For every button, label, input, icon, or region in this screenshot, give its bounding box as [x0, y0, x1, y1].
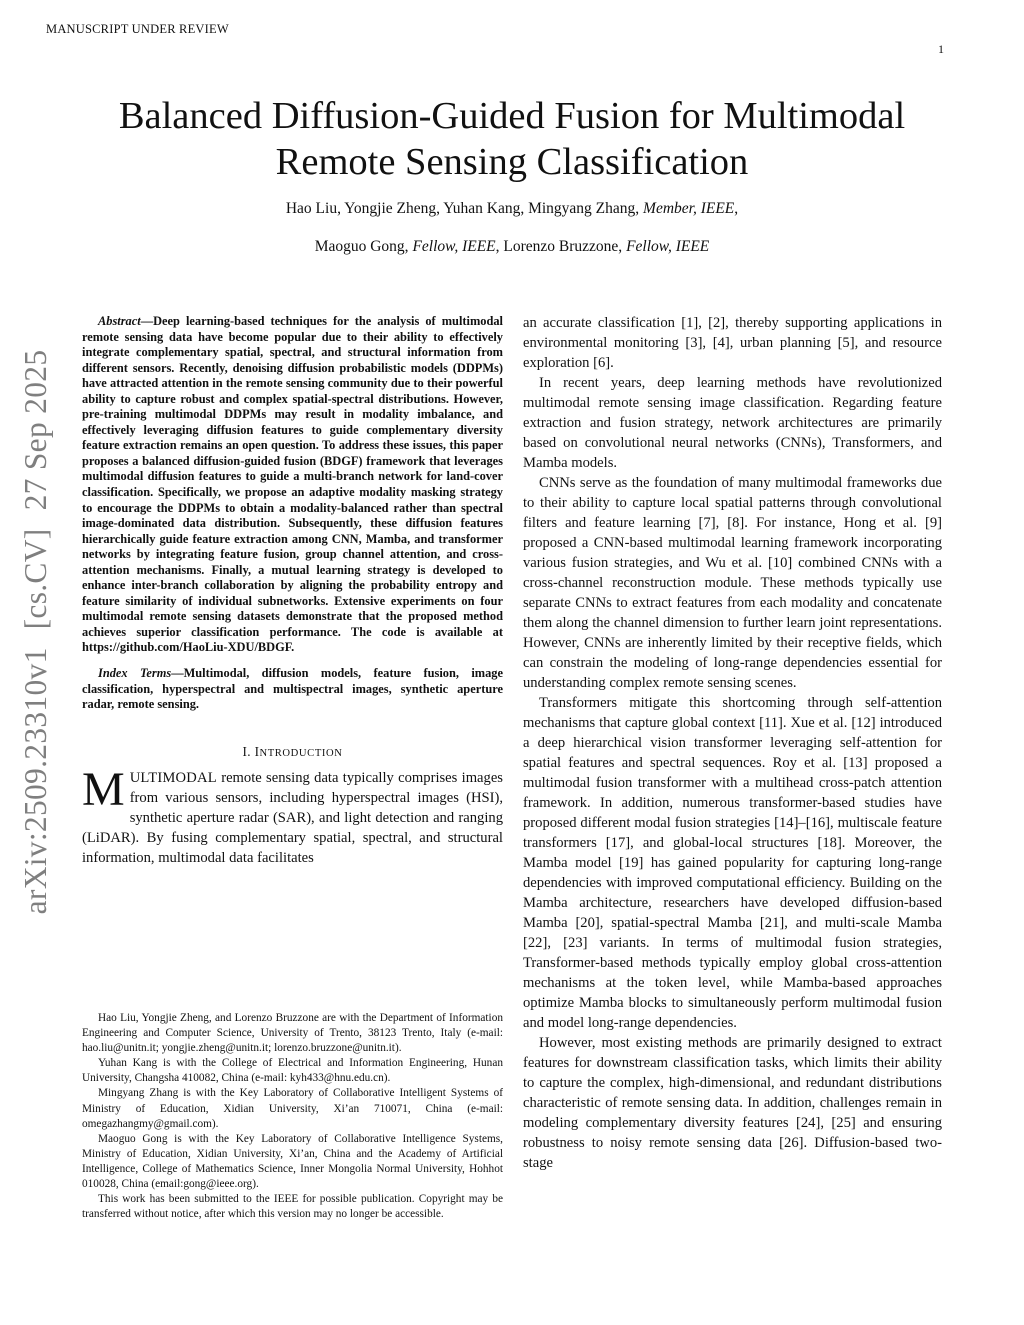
- footnote-affiliation-xidian: Mingyang Zhang is with the Key Laboratory of Collaborative Intelligent Systems of Ministry of Education, Xidian University, Xi’an 710071, China (e-mail: omegazhangmy@gmail.com).: [82, 1087, 503, 1130]
- author-line-1: [0, 200, 1024, 218]
- author-affil-gong: Fellow, IEEE: [412, 238, 496, 255]
- footnotes: [82, 1011, 503, 1222]
- author-line-2: [0, 238, 1024, 256]
- author-affil-1: Member, IEEE: [643, 200, 735, 217]
- right-column: [523, 313, 942, 1173]
- author-affil-bruzzone: Fellow, IEEE: [626, 238, 710, 255]
- arxiv-id: arXiv:2509.23310v1: [18, 647, 53, 915]
- author-name-gong: Maoguo Gong,: [314, 238, 409, 255]
- author-tail-1: ,: [734, 200, 739, 217]
- intro-lead-caps: ULTIMODAL: [129, 769, 217, 786]
- arxiv-date: 27 Sep 2025: [18, 349, 53, 511]
- section-numeral: I.: [242, 743, 255, 759]
- footnote-affiliation-trento: Hao Liu, Yongjie Zheng, and Lorenzo Bruzzone are with the Department of Information Engineering and Computer Science, University of Trento, 38123 Trento, Italy (e-mail: hao.liu@unitn.it; yongjie.zheng@unitn.it; lorenzo.bruzzone@unitn.it).: [82, 1012, 503, 1055]
- abstract-text: —Deep learning-based techniques for the analysis of multimodal remote sensing data have become popular due to their ability to effectively integrate complementary spatial, spectral, and structural information from different sensors. Recently, denoising diffusion probabilistic models (DDPMs) have attracted attention in the remote sensing community due to their powerful ability to capture robust and complex spatial-spectral distributions. However, pre-training multimodal DDPMs may result in modality imbalance, and effectively leveraging diffusion features to guide complementary diversity feature extraction remains an open question. To address these issues, this paper proposes a balanced diffusion-guided fusion (BDGF) framework that leverages multimodal diffusion features to guide a multi-branch network for land-cover classification. Specifically, we propose an adaptive modality masking strategy to encourage the DDPMs to obtain a modality-balanced rather than spectral image-dominated data distribution. Subsequently, these diffusion features hierarchically guide feature extraction among CNN, Mamba, and transformer networks by integrating feature fusion, group channel attention, and cross-attention mechanisms. Finally, a mutual learning strategy is developed to enhance inter-branch collaboration by aligning the probability entropy and feature similarity of individual subnetworks. Extensive experiments on four multimodal remote sensing datasets demonstrate that the proposed method achieves superior classification performance. The code is available at https://github.com/HaoLiu-XDU/BDGF.: [82, 314, 503, 655]
- body-paragraph-4: Transformers mitigate this shortcoming through self-attention mechanisms that capture global context [11]. Xue et al. [12] introduced a deep hierarchical vision transformer leveraging self-attention for spatial features and spectral sequences. Roy et al. [13] proposed a multimodal fusion transformer with a multihead cross-patch attention framework. In addition, numerous transformer-based studies have proposed different modal fusion strategies [14]–[16], multiscale feature transformers [17], and global-local structures [18]. Moreover, the Mamba model [19] has gained popularity for capturing long-range dependencies with improved computational efficiency. Building on the Mamba architecture, researchers have developed diffusion-based Mamba [20], spatial-spectral Mamba [21], and multi-scale Mamba [22], [23] variants. In terms of multimodal fusion strategies, Transformer-based methods typically employ global cross-attention mechanisms at the token level, while Mamba-based approaches optimize Mamba blocks to simultaneously perform multimodal fusion and model long-range dependencies.: [523, 695, 942, 1031]
- left-column: [82, 314, 503, 868]
- title-line-2: Remote Sensing Classification: [275, 141, 749, 183]
- author-names-1: Hao Liu, Yongjie Zheng, Yuhan Kang, Mingyang Zhang,: [285, 200, 640, 217]
- drop-cap: M: [82, 762, 125, 816]
- index-terms: [82, 666, 503, 713]
- author-name-bruzzone: , Lorenzo Bruzzone,: [495, 238, 623, 255]
- page-number: 1: [938, 42, 944, 56]
- body-paragraph-3: CNNs serve as the foundation of many multimodal frameworks due to their ability to capture local spatial patterns through convolutional filters and feature learning [7], [8]. For instance, Hong et al. [9] proposed a CNN-based multimodal learning framework incorporating various fusion strategies, and Wu et al. [10] combined CNNs with a cross-channel reconstruction module. These methods typically use separate CNNs to extract features from each modality and concatenate them along the channel dimension to further learn joint representations. However, CNNs are inherently limited by their receptive fields, which can constrain the modeling of long-range dependencies essential for understanding complex remote sensing scenes.: [523, 475, 942, 691]
- abstract-lead: Abstract: [98, 314, 141, 328]
- body-paragraph-2: In recent years, deep learning methods have revolutionized multimodal remote sensing image classification. Regarding feature extraction and fusion strategy, network architectures are primarily based on convolutional neural networks (CNNs), Transformers, and Mamba models.: [523, 375, 942, 471]
- abstract: [82, 314, 503, 656]
- body-paragraph-5: However, most existing methods are primarily designed to extract features for downstream classification tasks, which limits their ability to capture the complex, high-dimensional, and redundant distributions characteristic of remote sensing data. In addition, challenges remain in modeling complementary diversity features [24], [25] and ensuring robustness to noisy remote sensing data [26]. Diffusion-based two-stage: [523, 1035, 942, 1171]
- section-heading-introduction: [82, 744, 503, 760]
- title-line-1: Balanced Diffusion-Guided Fusion for Multimodal: [118, 95, 906, 137]
- paper-title: [0, 93, 1024, 185]
- section-title-rest: NTRODUCTION: [259, 747, 343, 759]
- footnote-affiliation-gong: Maoguo Gong is with the Key Laboratory of Collaborative Intelligence Systems, Ministry of Education, Xidian University, Xi’an, China and the Academy of Artificial Intelligence, College of Mathematics Science, Inner Mongolia Normal University, Hohhot 010028, China (email:gong@ieee.org).: [82, 1132, 503, 1191]
- section-title-initial: I: [254, 743, 260, 759]
- body-paragraph-1: an accurate classification [1], [2], thereby supporting applications in environmental monitoring [3], [4], urban planning [5], and resource exploration [6].: [523, 315, 942, 371]
- index-terms-lead: Index Terms: [98, 666, 172, 681]
- running-head: MANUSCRIPT UNDER REVIEW: [46, 22, 229, 36]
- index-terms-text: —Multimodal, diffusion models, feature fusion, image classification, hyperspectral and multispectral images, synthetic aperture radar, remote sensing.: [82, 666, 503, 712]
- arxiv-category: [cs.CV]: [18, 528, 53, 630]
- footnote-affiliation-hunan: Yuhan Kang is with the College of Electrical and Information Engineering, Hunan University, Changsha 410082, China (e-mail: kyh433@hnu.edu.cn).: [82, 1057, 503, 1085]
- footnote-submission-notice: This work has been submitted to the IEEE for possible publication. Copyright may be transferred without notice, after which this version may no longer be accessible.: [82, 1193, 503, 1221]
- arxiv-stamp: [18, 350, 54, 915]
- intro-paragraph-1-text: remote sensing data typically comprises images from various sensors, including hyperspectral images (HSI), synthetic aperture radar (SAR), and light detection and ranging (LiDAR). By fusing complementary spatial, spectral, and structural information, multimodal data facilitates: [82, 769, 503, 866]
- intro-paragraph-1: [82, 762, 503, 868]
